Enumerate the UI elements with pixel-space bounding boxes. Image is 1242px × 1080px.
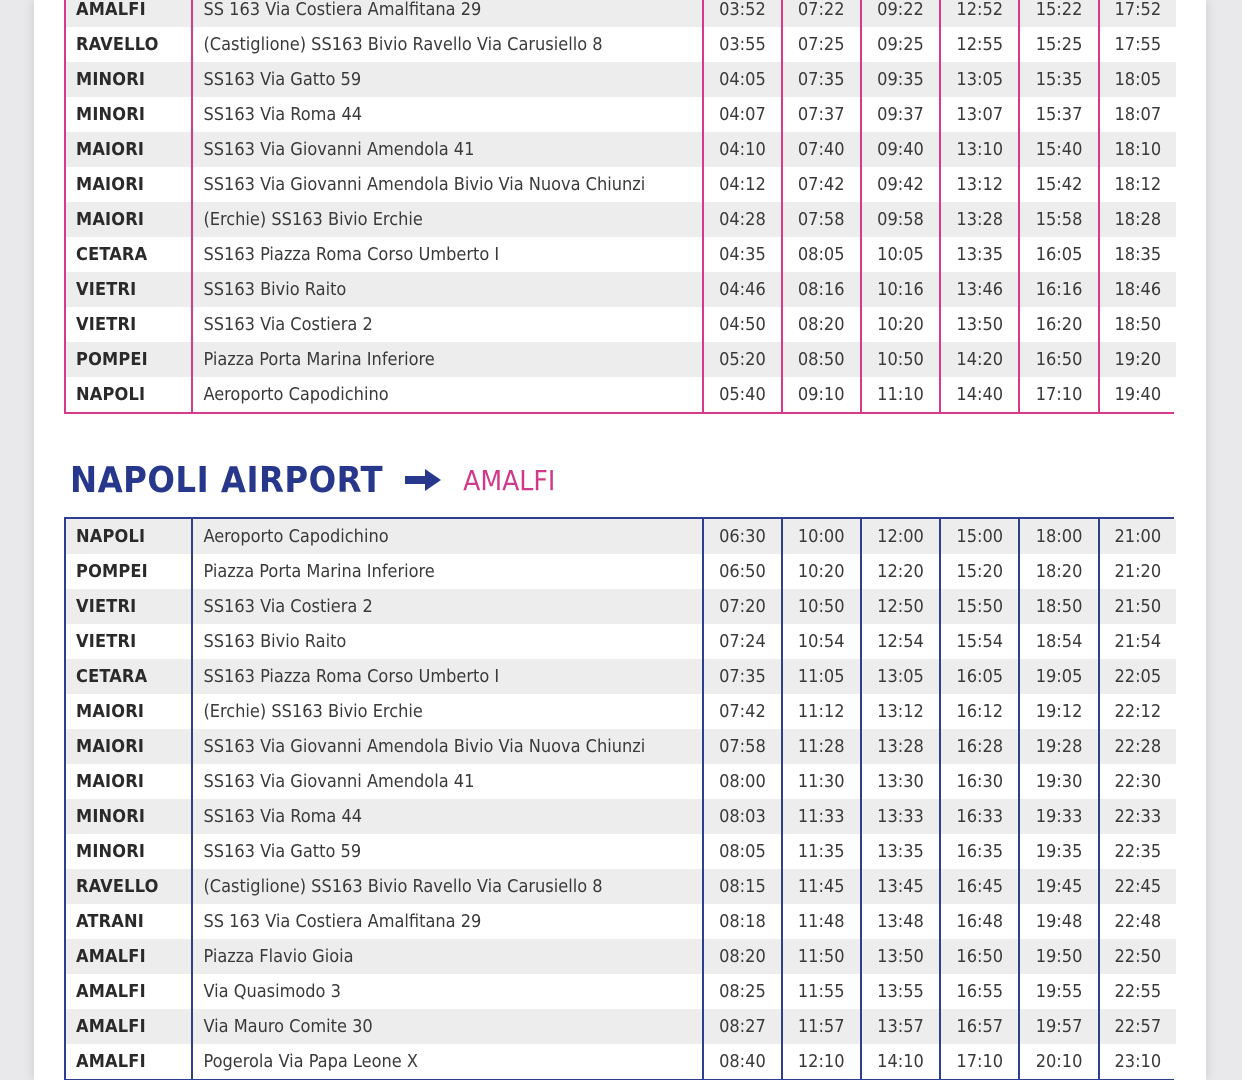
departure-time-cell: 07:42	[782, 167, 861, 202]
town-cell: NAPOLI	[66, 519, 192, 554]
stop-cell: SS163 Via Giovanni Amendola Bivio Via Nuova Chiunzi	[192, 167, 703, 202]
departure-time-cell: 18:28	[1099, 202, 1176, 237]
route-destination: AMALFI	[463, 463, 556, 497]
outbound-timetable	[64, 517, 1174, 1080]
departure-time-cell: 15:54	[940, 624, 1019, 659]
departure-time-cell: 08:05	[782, 237, 861, 272]
departure-time-cell: 16:12	[940, 694, 1019, 729]
departure-time-cell: 07:24	[703, 624, 781, 659]
departure-time-cell: 09:37	[861, 97, 940, 132]
departure-time-cell: 15:40	[1019, 132, 1098, 167]
town-cell: MAIORI	[66, 132, 192, 167]
departure-time-cell: 08:27	[703, 1009, 781, 1044]
departure-time-cell: 12:52	[940, 0, 1019, 27]
stop-cell: SS163 Via Gatto 59	[192, 834, 703, 869]
departure-time-cell: 18:05	[1099, 62, 1176, 97]
departure-time-cell: 10:05	[861, 237, 940, 272]
departure-time-cell: 15:42	[1019, 167, 1098, 202]
departure-time-cell: 10:00	[782, 519, 861, 554]
departure-time-cell: 16:57	[940, 1009, 1019, 1044]
stop-cell: (Erchie) SS163 Bivio Erchie	[192, 202, 703, 237]
stop-cell: SS163 Via Roma 44	[192, 799, 703, 834]
departure-time-cell: 12:50	[861, 589, 940, 624]
table-row	[66, 729, 1176, 764]
departure-time-cell: 07:58	[782, 202, 861, 237]
table-row	[66, 342, 1176, 377]
departure-time-cell: 18:12	[1099, 167, 1176, 202]
departure-time-cell: 04:50	[703, 307, 781, 342]
departure-time-cell: 16:48	[940, 904, 1019, 939]
departure-time-cell: 18:20	[1019, 554, 1098, 589]
departure-time-cell: 19:45	[1019, 869, 1098, 904]
departure-time-cell: 08:05	[703, 834, 781, 869]
table-row	[66, 377, 1176, 412]
departure-time-cell: 22:50	[1099, 939, 1176, 974]
departure-time-cell: 19:33	[1019, 799, 1098, 834]
departure-time-cell: 19:05	[1019, 659, 1098, 694]
table-row	[66, 237, 1176, 272]
departure-time-cell: 11:28	[782, 729, 861, 764]
departure-time-cell: 18:00	[1019, 519, 1098, 554]
right-arrow-icon	[405, 469, 441, 491]
departure-time-cell: 16:33	[940, 799, 1019, 834]
departure-time-cell: 07:20	[703, 589, 781, 624]
table-row	[66, 307, 1176, 342]
departure-time-cell: 22:33	[1099, 799, 1176, 834]
departure-time-cell: 18:46	[1099, 272, 1176, 307]
departure-time-cell: 21:20	[1099, 554, 1176, 589]
departure-time-cell: 11:55	[782, 974, 861, 1009]
table-row	[66, 869, 1176, 904]
departure-time-cell: 13:05	[861, 659, 940, 694]
stop-cell: Pogerola Via Papa Leone X	[192, 1044, 703, 1079]
departure-time-cell: 11:10	[861, 377, 940, 412]
outbound-timetable-grid	[66, 519, 1176, 1079]
timetable-page	[34, 0, 1206, 1080]
table-row	[66, 554, 1176, 589]
stop-cell: Piazza Flavio Gioia	[192, 939, 703, 974]
departure-time-cell: 11:48	[782, 904, 861, 939]
departure-time-cell: 08:18	[703, 904, 781, 939]
table-row	[66, 132, 1176, 167]
departure-time-cell: 18:07	[1099, 97, 1176, 132]
table-row	[66, 519, 1176, 554]
table-row	[66, 939, 1176, 974]
departure-time-cell: 04:28	[703, 202, 781, 237]
departure-time-cell: 22:35	[1099, 834, 1176, 869]
stop-cell: (Castiglione) SS163 Bivio Ravello Via Carusiello 8	[192, 27, 703, 62]
departure-time-cell: 07:35	[703, 659, 781, 694]
departure-time-cell: 21:50	[1099, 589, 1176, 624]
departure-time-cell: 07:22	[782, 0, 861, 27]
departure-time-cell: 11:05	[782, 659, 861, 694]
departure-time-cell: 07:40	[782, 132, 861, 167]
departure-time-cell: 16:20	[1019, 307, 1098, 342]
return-timetable	[64, 0, 1174, 414]
town-cell: AMALFI	[66, 1044, 192, 1079]
town-cell: AMALFI	[66, 974, 192, 1009]
town-cell: MAIORI	[66, 764, 192, 799]
table-row	[66, 589, 1176, 624]
departure-time-cell: 19:57	[1019, 1009, 1098, 1044]
departure-time-cell: 13:45	[861, 869, 940, 904]
departure-time-cell: 09:10	[782, 377, 861, 412]
departure-time-cell: 07:35	[782, 62, 861, 97]
departure-time-cell: 13:33	[861, 799, 940, 834]
departure-time-cell: 23:10	[1099, 1044, 1176, 1079]
departure-time-cell: 13:57	[861, 1009, 940, 1044]
departure-time-cell: 22:05	[1099, 659, 1176, 694]
town-cell: NAPOLI	[66, 377, 192, 412]
departure-time-cell: 16:05	[1019, 237, 1098, 272]
table-row	[66, 624, 1176, 659]
departure-time-cell: 22:55	[1099, 974, 1176, 1009]
departure-time-cell: 08:25	[703, 974, 781, 1009]
stop-cell: SS163 Bivio Raito	[192, 624, 703, 659]
departure-time-cell: 04:10	[703, 132, 781, 167]
table-row	[66, 799, 1176, 834]
departure-time-cell: 11:35	[782, 834, 861, 869]
return-timetable-grid	[66, 0, 1176, 412]
departure-time-cell: 19:40	[1099, 377, 1176, 412]
departure-time-cell: 04:07	[703, 97, 781, 132]
departure-time-cell: 13:35	[940, 237, 1019, 272]
departure-time-cell: 09:42	[861, 167, 940, 202]
departure-time-cell: 16:50	[940, 939, 1019, 974]
departure-time-cell: 09:58	[861, 202, 940, 237]
departure-time-cell: 13:05	[940, 62, 1019, 97]
table-row	[66, 1044, 1176, 1079]
outbound-timetable-body	[66, 519, 1176, 1079]
departure-time-cell: 18:50	[1099, 307, 1176, 342]
departure-time-cell: 13:30	[861, 764, 940, 799]
departure-time-cell: 08:16	[782, 272, 861, 307]
departure-time-cell: 05:40	[703, 377, 781, 412]
departure-time-cell: 13:50	[861, 939, 940, 974]
departure-time-cell: 21:54	[1099, 624, 1176, 659]
route-heading	[70, 458, 555, 502]
departure-time-cell: 16:05	[940, 659, 1019, 694]
stop-cell: SS163 Via Giovanni Amendola 41	[192, 132, 703, 167]
town-cell: MINORI	[66, 799, 192, 834]
town-cell: ATRANI	[66, 904, 192, 939]
stop-cell: SS163 Via Giovanni Amendola 41	[192, 764, 703, 799]
departure-time-cell: 15:58	[1019, 202, 1098, 237]
stop-cell: SS163 Via Roma 44	[192, 97, 703, 132]
departure-time-cell: 22:57	[1099, 1009, 1176, 1044]
departure-time-cell: 16:55	[940, 974, 1019, 1009]
town-cell: POMPEI	[66, 342, 192, 377]
departure-time-cell: 22:30	[1099, 764, 1176, 799]
departure-time-cell: 10:16	[861, 272, 940, 307]
departure-time-cell: 17:10	[1019, 377, 1098, 412]
departure-time-cell: 04:35	[703, 237, 781, 272]
departure-time-cell: 04:46	[703, 272, 781, 307]
stop-cell: Via Quasimodo 3	[192, 974, 703, 1009]
stop-cell: SS163 Piazza Roma Corso Umberto I	[192, 659, 703, 694]
town-cell: VIETRI	[66, 272, 192, 307]
return-timetable-body	[66, 0, 1176, 412]
departure-time-cell: 16:35	[940, 834, 1019, 869]
departure-time-cell: 13:35	[861, 834, 940, 869]
departure-time-cell: 15:35	[1019, 62, 1098, 97]
departure-time-cell: 16:45	[940, 869, 1019, 904]
departure-time-cell: 19:30	[1019, 764, 1098, 799]
departure-time-cell: 21:00	[1099, 519, 1176, 554]
departure-time-cell: 11:33	[782, 799, 861, 834]
town-cell: MAIORI	[66, 729, 192, 764]
departure-time-cell: 09:22	[861, 0, 940, 27]
departure-time-cell: 08:03	[703, 799, 781, 834]
departure-time-cell: 03:55	[703, 27, 781, 62]
departure-time-cell: 22:48	[1099, 904, 1176, 939]
departure-time-cell: 10:50	[782, 589, 861, 624]
departure-time-cell: 10:20	[782, 554, 861, 589]
table-row	[66, 202, 1176, 237]
town-cell: RAVELLO	[66, 869, 192, 904]
departure-time-cell: 09:35	[861, 62, 940, 97]
departure-time-cell: 08:20	[703, 939, 781, 974]
departure-time-cell: 13:46	[940, 272, 1019, 307]
stop-cell: SS 163 Via Costiera Amalfitana 29	[192, 0, 703, 27]
town-cell: AMALFI	[66, 1009, 192, 1044]
stop-cell: Piazza Porta Marina Inferiore	[192, 342, 703, 377]
town-cell: VIETRI	[66, 624, 192, 659]
departure-time-cell: 19:20	[1099, 342, 1176, 377]
departure-time-cell: 09:25	[861, 27, 940, 62]
table-row	[66, 62, 1176, 97]
stop-cell: SS163 Via Giovanni Amendola Bivio Via Nuova Chiunzi	[192, 729, 703, 764]
town-cell: CETARA	[66, 237, 192, 272]
table-row	[66, 694, 1176, 729]
departure-time-cell: 19:48	[1019, 904, 1098, 939]
departure-time-cell: 15:00	[940, 519, 1019, 554]
departure-time-cell: 07:25	[782, 27, 861, 62]
departure-time-cell: 08:40	[703, 1044, 781, 1079]
departure-time-cell: 04:12	[703, 167, 781, 202]
departure-time-cell: 14:10	[861, 1044, 940, 1079]
table-row	[66, 904, 1176, 939]
departure-time-cell: 07:37	[782, 97, 861, 132]
departure-time-cell: 19:12	[1019, 694, 1098, 729]
town-cell: AMALFI	[66, 939, 192, 974]
departure-time-cell: 19:35	[1019, 834, 1098, 869]
departure-time-cell: 14:40	[940, 377, 1019, 412]
departure-time-cell: 08:20	[782, 307, 861, 342]
departure-time-cell: 12:54	[861, 624, 940, 659]
table-row	[66, 0, 1176, 27]
departure-time-cell: 13:28	[861, 729, 940, 764]
table-row	[66, 659, 1176, 694]
town-cell: MINORI	[66, 62, 192, 97]
departure-time-cell: 11:12	[782, 694, 861, 729]
departure-time-cell: 17:10	[940, 1044, 1019, 1079]
departure-time-cell: 13:48	[861, 904, 940, 939]
departure-time-cell: 16:50	[1019, 342, 1098, 377]
departure-time-cell: 15:37	[1019, 97, 1098, 132]
stop-cell: SS163 Via Gatto 59	[192, 62, 703, 97]
stop-cell: (Castiglione) SS163 Bivio Ravello Via Carusiello 8	[192, 869, 703, 904]
departure-time-cell: 13:55	[861, 974, 940, 1009]
departure-time-cell: 10:20	[861, 307, 940, 342]
stop-cell: SS163 Piazza Roma Corso Umberto I	[192, 237, 703, 272]
departure-time-cell: 07:58	[703, 729, 781, 764]
departure-time-cell: 09:40	[861, 132, 940, 167]
table-row	[66, 1009, 1176, 1044]
departure-time-cell: 19:28	[1019, 729, 1098, 764]
town-cell: MAIORI	[66, 694, 192, 729]
table-row	[66, 97, 1176, 132]
table-row	[66, 834, 1176, 869]
town-cell: MINORI	[66, 834, 192, 869]
departure-time-cell: 11:57	[782, 1009, 861, 1044]
departure-time-cell: 13:07	[940, 97, 1019, 132]
departure-time-cell: 08:15	[703, 869, 781, 904]
town-cell: MINORI	[66, 97, 192, 132]
departure-time-cell: 15:25	[1019, 27, 1098, 62]
departure-time-cell: 13:12	[940, 167, 1019, 202]
departure-time-cell: 22:45	[1099, 869, 1176, 904]
stop-cell: SS 163 Via Costiera Amalfitana 29	[192, 904, 703, 939]
stop-cell: (Erchie) SS163 Bivio Erchie	[192, 694, 703, 729]
departure-time-cell: 14:20	[940, 342, 1019, 377]
departure-time-cell: 06:50	[703, 554, 781, 589]
departure-time-cell: 16:16	[1019, 272, 1098, 307]
departure-time-cell: 16:28	[940, 729, 1019, 764]
departure-time-cell: 13:12	[861, 694, 940, 729]
stop-cell: Piazza Porta Marina Inferiore	[192, 554, 703, 589]
departure-time-cell: 03:52	[703, 0, 781, 27]
table-row	[66, 167, 1176, 202]
departure-time-cell: 05:20	[703, 342, 781, 377]
stop-cell: Via Mauro Comite 30	[192, 1009, 703, 1044]
table-row	[66, 27, 1176, 62]
departure-time-cell: 22:28	[1099, 729, 1176, 764]
departure-time-cell: 12:55	[940, 27, 1019, 62]
departure-time-cell: 07:42	[703, 694, 781, 729]
departure-time-cell: 08:50	[782, 342, 861, 377]
departure-time-cell: 17:52	[1099, 0, 1176, 27]
departure-time-cell: 19:55	[1019, 974, 1098, 1009]
departure-time-cell: 10:50	[861, 342, 940, 377]
departure-time-cell: 04:05	[703, 62, 781, 97]
departure-time-cell: 16:30	[940, 764, 1019, 799]
stop-cell: SS163 Via Costiera 2	[192, 307, 703, 342]
stop-cell: SS163 Via Costiera 2	[192, 589, 703, 624]
departure-time-cell: 10:54	[782, 624, 861, 659]
departure-time-cell: 15:50	[940, 589, 1019, 624]
table-row	[66, 272, 1176, 307]
departure-time-cell: 19:50	[1019, 939, 1098, 974]
departure-time-cell: 17:55	[1099, 27, 1176, 62]
departure-time-cell: 13:50	[940, 307, 1019, 342]
departure-time-cell: 13:28	[940, 202, 1019, 237]
departure-time-cell: 18:35	[1099, 237, 1176, 272]
departure-time-cell: 15:20	[940, 554, 1019, 589]
town-cell: MAIORI	[66, 167, 192, 202]
departure-time-cell: 12:20	[861, 554, 940, 589]
departure-time-cell: 11:50	[782, 939, 861, 974]
departure-time-cell: 13:10	[940, 132, 1019, 167]
departure-time-cell: 11:30	[782, 764, 861, 799]
departure-time-cell: 18:10	[1099, 132, 1176, 167]
departure-time-cell: 08:00	[703, 764, 781, 799]
route-origin: NAPOLI AIRPORT	[70, 459, 384, 501]
departure-time-cell: 18:50	[1019, 589, 1098, 624]
town-cell: CETARA	[66, 659, 192, 694]
table-row	[66, 974, 1176, 1009]
stop-cell: Aeroporto Capodichino	[192, 519, 703, 554]
stop-cell: SS163 Bivio Raito	[192, 272, 703, 307]
town-cell: VIETRI	[66, 307, 192, 342]
departure-time-cell: 18:54	[1019, 624, 1098, 659]
town-cell: MAIORI	[66, 202, 192, 237]
town-cell: RAVELLO	[66, 27, 192, 62]
departure-time-cell: 20:10	[1019, 1044, 1098, 1079]
table-row	[66, 764, 1176, 799]
departure-time-cell: 15:22	[1019, 0, 1098, 27]
stop-cell: Aeroporto Capodichino	[192, 377, 703, 412]
town-cell: AMALFI	[66, 0, 192, 27]
departure-time-cell: 22:12	[1099, 694, 1176, 729]
departure-time-cell: 12:10	[782, 1044, 861, 1079]
departure-time-cell: 06:30	[703, 519, 781, 554]
departure-time-cell: 12:00	[861, 519, 940, 554]
town-cell: VIETRI	[66, 589, 192, 624]
town-cell: POMPEI	[66, 554, 192, 589]
departure-time-cell: 11:45	[782, 869, 861, 904]
